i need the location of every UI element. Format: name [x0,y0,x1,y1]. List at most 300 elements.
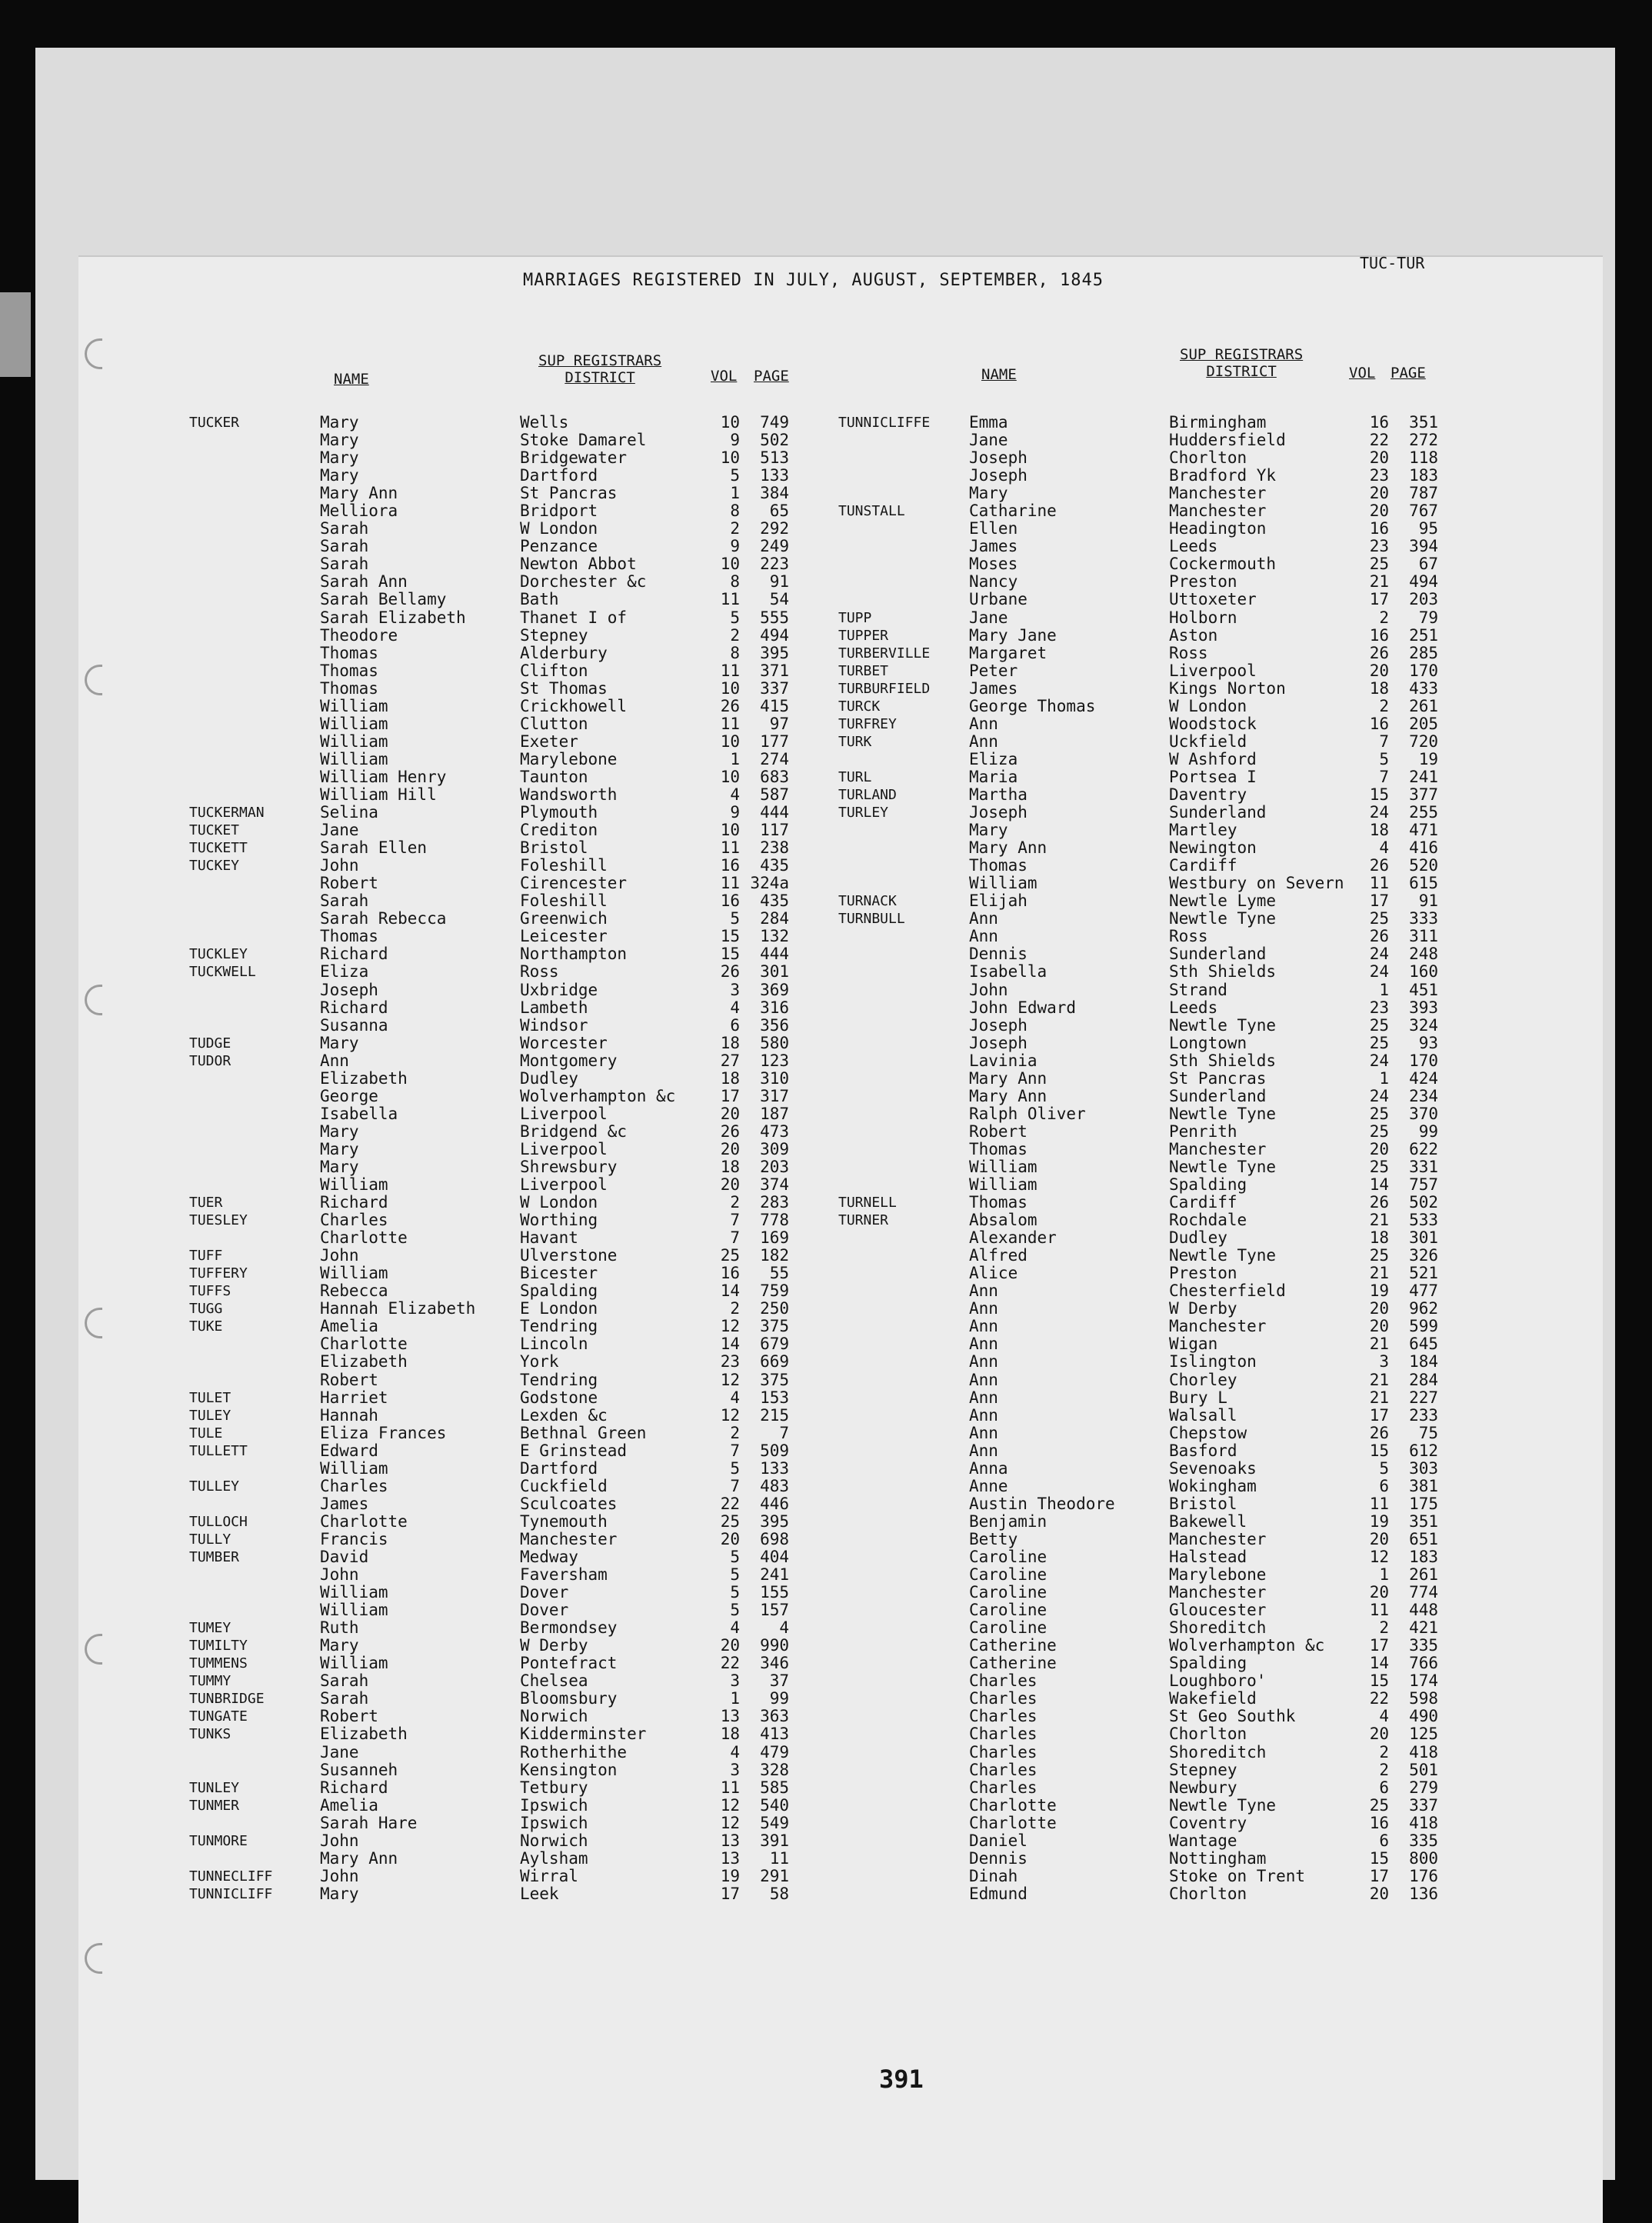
district-cell: Wolverhampton &c [1169,1637,1325,1655]
page-cell: 598 [1409,1689,1438,1708]
page-cell: 223 [760,555,789,574]
register-entry [189,910,789,928]
range-code: TUC-TUR [1360,254,1425,272]
surname-cell [838,1141,969,1158]
district-cell: W Ashford [1169,750,1257,768]
district-cell: Windsor [520,1016,588,1035]
page-number: 391 [879,2065,924,2094]
volume-cell: 5 [730,1458,740,1478]
district-cell: Sunderland [1169,945,1267,964]
volume-cell: 22 [720,1654,740,1673]
given-name-cell: William [320,1584,388,1602]
surname-cell [189,1176,320,1194]
given-name-cell: Sarah [320,538,369,556]
page-cell: 683 [760,767,789,786]
district-cell: Sunderland [1169,804,1267,822]
surname-cell [189,751,320,768]
page-header: PAGE [1391,365,1426,382]
surname-cell [838,822,969,839]
district-cell: Woodstock [1169,715,1257,733]
district-cell: Chesterfield [1169,1282,1286,1301]
volume-cell: 22 [1369,1689,1389,1708]
district-cell: Newtle Tyne [1169,1016,1277,1035]
surname-cell: TUCKLEY [189,946,248,963]
given-name-cell: Mary [320,432,359,450]
district-cell: Kings Norton [1169,679,1286,698]
page-cell: 501 [1409,1760,1438,1779]
page-cell: 479 [760,1742,789,1761]
volume-cell: 19 [720,1866,740,1885]
surname-cell [189,467,320,485]
district-cell: Cockermouth [1169,555,1277,574]
volume-cell: 3 [730,980,740,999]
surname-cell [838,485,969,502]
volume-cell: 21 [1369,1211,1389,1230]
page-cell: 203 [760,1157,789,1176]
volume-cell: 25 [1369,1104,1389,1123]
district-cell: Marylebone [1169,1566,1267,1585]
page-cell: 155 [760,1583,789,1602]
given-name-cell: William Henry [320,768,447,786]
volume-cell: 5 [730,466,740,485]
district-cell: Chorlton [1169,449,1247,468]
register-entry [838,839,1438,857]
volume-cell: 11 [720,838,740,858]
volume-cell: 27 [720,1051,740,1070]
page-cell: 413 [760,1725,789,1744]
page-cell: 513 [760,448,789,468]
page-cell: 490 [1409,1707,1438,1726]
volume-cell: 17 [1369,1405,1389,1425]
district-cell: Bethnal Green [520,1424,647,1442]
register-entry [838,1513,1438,1531]
given-name-cell: Sarah [320,1690,369,1708]
page-cell: 451 [1409,980,1438,999]
page-cell: 97 [769,714,789,733]
page-cell: 255 [1409,803,1438,822]
district-cell: Manchester [1169,1318,1267,1336]
register-entry [189,999,789,1017]
district-cell: Holborn [1169,608,1237,627]
district-cell: Greenwich [520,910,608,928]
register-entry [189,1797,789,1815]
surname-cell [838,1088,969,1105]
page-cell: 337 [760,678,789,698]
district-cell: Shoreditch [1169,1743,1267,1761]
given-name-cell: Charles [969,1778,1037,1797]
given-name-cell: Elizabeth [320,1069,408,1088]
page-cell: 205 [1409,714,1438,733]
register-entry [189,1566,789,1584]
given-name-cell: Mary Jane [969,626,1057,645]
register-entry [838,1318,1438,1335]
page-cell: 241 [1409,767,1438,786]
given-name-cell: Sarah Ann [320,573,408,592]
district-cell: Martley [1169,822,1237,840]
page-cell: 241 [760,1565,789,1585]
volume-cell: 10 [720,678,740,698]
volume-cell: 11 [1369,1494,1389,1513]
given-name-cell: George [320,1087,378,1105]
surname-cell [838,538,969,555]
register-entry [189,892,789,910]
surname-cell: TURLEY [838,805,889,822]
given-name-cell: Caroline [969,1619,1047,1638]
given-name-cell: Eliza Frances [320,1424,447,1442]
register-entry [838,1335,1438,1353]
surname-cell [189,1158,320,1176]
given-name-cell: George Thomas [969,697,1096,715]
surname-cell: TUNMORE [189,1832,248,1849]
volume-cell: 24 [1369,962,1389,982]
register-entry [189,520,789,538]
register-entry [838,1815,1438,1832]
register-entry [838,1211,1438,1229]
volume-cell: 2 [730,519,740,538]
surname-cell: TULLETT [189,1442,248,1459]
surname-cell [838,1318,969,1335]
district-cell: Chorley [1169,1371,1237,1389]
given-name-cell: Ann [969,1441,998,1460]
page-cell: 337 [1409,1795,1438,1815]
page-cell: 177 [760,732,789,751]
given-name-cell: Ann [969,1424,998,1442]
given-name-cell: Mary [320,414,359,432]
given-name-cell: Charles [969,1743,1037,1761]
surname-cell: TUNMER [189,1797,240,1814]
given-name-cell: John [320,1867,359,1885]
district-cell: Sevenoaks [1169,1459,1257,1478]
district-cell: Sunderland [1169,1087,1267,1105]
register-entry [838,662,1438,680]
given-name-cell: Caroline [969,1584,1047,1602]
district-cell: Leeds [1169,998,1218,1017]
volume-cell: 25 [1369,909,1389,928]
page-cell: 132 [760,927,789,946]
register-entry [189,1300,789,1318]
register-entry [189,1017,789,1035]
given-name-cell: Mary [320,1158,359,1176]
volume-cell: 17 [1369,1636,1389,1655]
district-cell: Gloucester [1169,1601,1267,1620]
page-cell: 612 [1409,1441,1438,1460]
given-name-cell: Catharine [969,502,1057,521]
register-entry [189,1744,789,1761]
surname-cell: TUFF [189,1248,223,1265]
surname-cell [838,1708,969,1725]
register-entry [189,804,789,822]
surname-cell [838,1389,969,1407]
volume-cell: 8 [730,502,740,521]
page-cell: 272 [1409,431,1438,450]
surname-cell [838,1460,969,1478]
given-name-cell: Robert [320,1371,378,1389]
district-cell: Leek [520,1885,559,1903]
volume-cell: 26 [1369,856,1389,875]
page-cell: 283 [760,1193,789,1212]
given-name-cell: Joseph [969,467,1028,485]
register-entry [189,1815,789,1832]
page-cell: 11 [769,1848,789,1868]
district-cell: Birmingham [1169,414,1267,432]
surname-cell [189,1335,320,1353]
volume-cell: 18 [1369,821,1389,840]
register-entry [189,1619,789,1637]
given-name-cell: Dinah [969,1867,1018,1885]
given-name-cell: Elizabeth [320,1353,408,1371]
surname-cell [838,467,969,485]
page-cell: 749 [760,413,789,432]
volume-cell: 11 [1369,1601,1389,1620]
district-cell: Exeter [520,732,578,751]
given-name-cell: Ann [969,1388,998,1407]
district-cell: Rochdale [1169,1211,1247,1230]
page-cell: 433 [1409,678,1438,698]
surname-cell: TURL [838,768,872,785]
register-entry [189,1460,789,1478]
given-name-cell: Caroline [969,1548,1047,1566]
register-entry [838,1371,1438,1389]
volume-cell: 2 [730,1299,740,1318]
right-register-column [838,414,1438,1903]
register-entry [189,715,789,733]
page-cell: 261 [1409,1565,1438,1585]
page-cell: 446 [760,1494,789,1513]
page-cell: 471 [1409,821,1438,840]
surname-cell [189,1371,320,1389]
district-header-line2: DISTRICT [565,369,635,386]
page-cell: 615 [1409,874,1438,893]
surname-cell [838,1868,969,1885]
given-name-cell: Ellen [969,520,1018,538]
surname-cell [189,432,320,449]
given-name-cell: Theodore [320,626,398,645]
register-entry [838,1247,1438,1265]
given-name-cell: Dennis [969,945,1028,964]
register-entry [838,467,1438,485]
surname-cell [838,1158,969,1176]
given-name-cell: John [320,1831,359,1850]
district-cell: Bakewell [1169,1512,1247,1531]
surname-cell [838,432,969,449]
register-entry [838,414,1438,432]
given-name-cell: Sarah [320,1672,369,1691]
district-cell: Worcester [520,1034,608,1052]
district-cell: Bury L [1169,1388,1227,1407]
volume-cell: 20 [720,1529,740,1548]
page-cell: 774 [1409,1583,1438,1602]
volume-cell: 5 [730,1548,740,1566]
register-entry [189,662,789,680]
district-cell: Dorchester &c [520,573,647,592]
register-entry [838,432,1438,449]
district-cell: Coventry [1169,1814,1247,1832]
volume-cell: 7 [1379,767,1389,786]
district-cell: Shoreditch [1169,1619,1267,1638]
surname-cell [838,1779,969,1797]
volume-cell: 17 [720,1086,740,1105]
register-entry [189,1211,789,1229]
given-name-cell: Mary Ann [969,1087,1047,1105]
surname-cell: TURCK [838,698,881,715]
page-cell: 169 [760,1228,789,1248]
register-entry [189,467,789,485]
surname-cell: TUPPER [838,627,889,644]
register-entry [189,1442,789,1460]
district-cell: Spalding [1169,1176,1247,1195]
register-entry [838,963,1438,981]
register-entry [189,1832,789,1850]
district-cell: Taunton [520,768,588,786]
surname-cell [189,875,320,892]
volume-cell: 1 [1379,980,1389,999]
register-entry [838,945,1438,963]
given-name-cell: Mary [320,1885,359,1903]
given-name-cell: James [969,538,1018,556]
page-cell: 95 [1418,519,1438,538]
register-entry [189,1885,789,1903]
register-entry [189,1176,789,1194]
page-cell: 520 [1409,856,1438,875]
volume-cell: 17 [720,1884,740,1903]
district-cell: St Geo Southk [1169,1708,1296,1726]
district-cell: Nottingham [1169,1849,1267,1868]
volume-cell: 25 [1369,1246,1389,1265]
register-entry [189,1088,789,1105]
given-name-cell: Susanna [320,1016,388,1035]
surname-cell: TUMBER [189,1549,240,1565]
district-cell: Wantage [1169,1831,1237,1850]
register-entry [189,449,789,467]
surname-cell [189,645,320,662]
given-name-cell: Mary Ann [320,485,398,503]
volume-cell: 18 [720,1068,740,1088]
volume-cell: 15 [1369,1441,1389,1460]
volume-cell: 15 [1369,1848,1389,1868]
page-cell: 483 [760,1476,789,1495]
page-cell: 160 [1409,962,1438,982]
page-cell: 473 [760,1121,789,1141]
page-cell: 133 [760,466,789,485]
page-cell: 250 [760,1299,789,1318]
given-name-cell: William [320,1459,388,1478]
surname-cell [838,1035,969,1052]
page-cell: 766 [1409,1654,1438,1673]
given-name-cell: John Edward [969,998,1077,1017]
register-entry [189,555,789,573]
surname-cell: TUESLEY [189,1212,248,1229]
register-entry [838,1725,1438,1743]
district-cell: Crediton [520,822,598,840]
surname-cell [838,1690,969,1708]
volume-cell: 17 [1369,1866,1389,1885]
given-name-cell: Thomas [320,662,378,680]
page-cell: 117 [760,821,789,840]
volume-cell: 5 [730,909,740,928]
given-name-cell: Charles [969,1690,1037,1708]
district-cell: Foleshill [520,857,608,875]
district-cell: Ulverstone [520,1247,618,1265]
district-cell: Stoke on Trent [1169,1867,1306,1885]
volume-cell: 26 [1369,927,1389,946]
page-cell: 418 [1409,1742,1438,1761]
page-cell: 328 [760,1760,789,1779]
given-name-cell: Robert [320,1708,378,1726]
district-cell: Dudley [1169,1229,1227,1248]
district-cell: Wigan [1169,1335,1218,1354]
given-name-cell: Mary [969,485,1008,503]
given-name-cell: Sarah Bellamy [320,591,447,609]
page-cell: 580 [760,1033,789,1052]
volume-cell: 20 [1369,1299,1389,1318]
page-cell: 757 [1409,1175,1438,1195]
surname-cell: TUNNICLIFF [189,1885,273,1902]
district-cell: Norwich [520,1708,588,1726]
surname-cell: TUCKERMAN [189,805,265,822]
district-cell: Liverpool [520,1140,608,1158]
page-cell: 203 [1409,590,1438,609]
register-entry [189,1247,789,1265]
given-name-cell: Charles [969,1672,1037,1691]
district-header [538,352,661,386]
register-entry [838,627,1438,645]
volume-cell: 7 [730,1211,740,1230]
given-name-cell: Charles [969,1708,1037,1726]
surname-cell [838,1425,969,1442]
surname-cell [189,591,320,608]
given-name-cell: Ann [969,928,998,946]
volume-cell: 12 [720,1405,740,1425]
volume-cell: 10 [720,821,740,840]
register-entry [838,1779,1438,1797]
page-cell: 174 [1409,1671,1438,1691]
volume-cell: 10 [720,767,740,786]
register-entry [838,786,1438,804]
surname-cell: TULE [189,1425,223,1441]
given-name-cell: Mary Ann [969,1069,1047,1088]
page-cell: 91 [1418,892,1438,911]
given-name-cell: Thomas [320,644,378,662]
given-name-cell: Elijah [969,892,1028,911]
surname-cell: TUNLEY [189,1779,240,1796]
page-cell: 301 [760,962,789,982]
register-entry [838,485,1438,502]
volume-cell: 6 [1379,1831,1389,1850]
page-cell: 416 [1409,838,1438,858]
page-cell: 274 [760,749,789,768]
given-name-cell: William Hill [320,785,437,804]
register-entry [838,804,1438,822]
given-name-cell: William [320,1176,388,1195]
volume-cell: 15 [1369,1671,1389,1691]
surname-cell: TUNGATE [189,1708,248,1725]
register-entry [838,822,1438,839]
given-name-cell: Charles [969,1725,1037,1744]
given-name-cell: Ann [320,1052,349,1070]
register-entry [189,1035,789,1052]
volume-cell: 3 [730,1671,740,1691]
register-entry [189,1282,789,1300]
register-entry [189,591,789,608]
page-cell: 384 [760,484,789,503]
volume-cell: 5 [730,608,740,627]
left-register-column [189,414,789,1903]
district-cell: Wells [520,414,569,432]
volume-cell: 17 [1369,892,1389,911]
page-cell: 394 [1409,537,1438,556]
register-entry [838,1389,1438,1407]
page-cell: 317 [760,1086,789,1105]
